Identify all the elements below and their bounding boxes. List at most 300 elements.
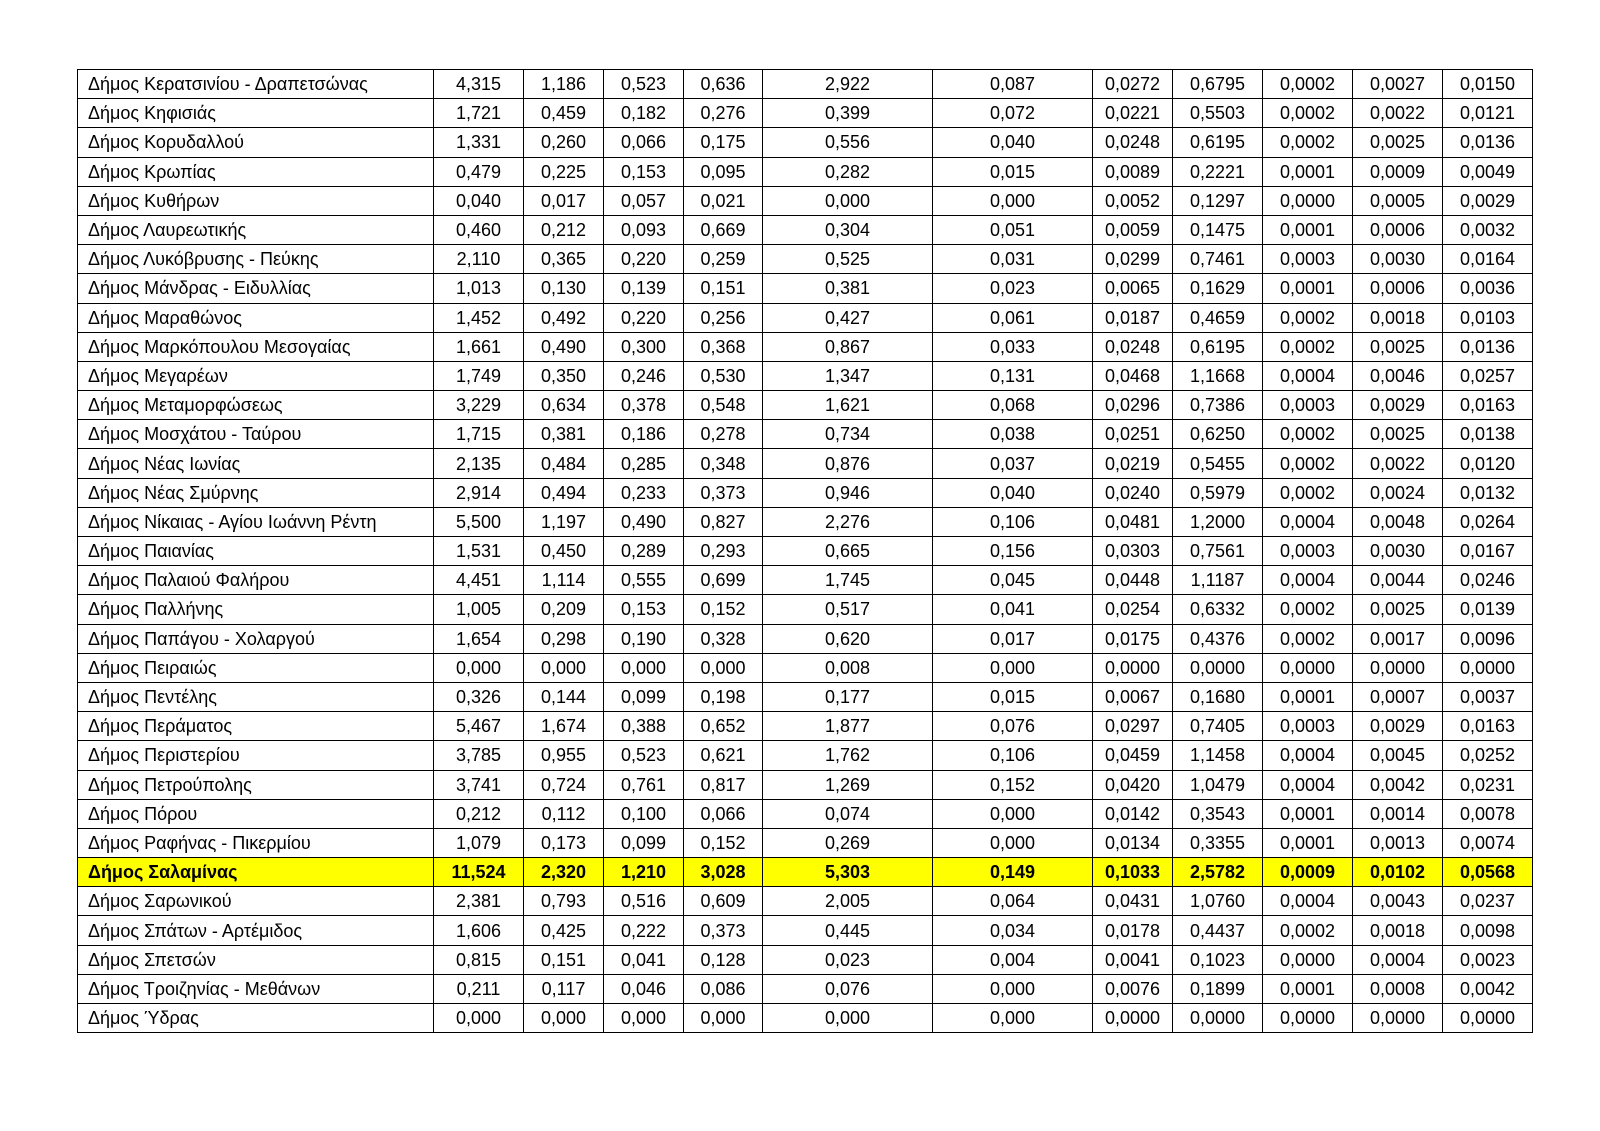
value-cell: 0,117 xyxy=(524,974,604,1003)
value-cell: 0,4659 xyxy=(1173,303,1263,332)
value-cell: 0,0481 xyxy=(1093,507,1173,536)
value-cell: 0,0022 xyxy=(1353,99,1443,128)
value-cell: 0,0000 xyxy=(1353,1004,1443,1033)
value-cell: 0,0004 xyxy=(1263,741,1353,770)
value-cell: 0,000 xyxy=(933,1004,1093,1033)
value-cell: 0,5979 xyxy=(1173,478,1263,507)
municipality-name-cell: Δήμος Μάνδρας - Ειδυλλίας xyxy=(78,274,434,303)
value-cell: 0,867 xyxy=(763,332,933,361)
value-cell: 0,0000 xyxy=(1263,945,1353,974)
value-cell: 0,0120 xyxy=(1443,449,1533,478)
value-cell: 0,0042 xyxy=(1443,974,1533,1003)
value-cell: 0,0098 xyxy=(1443,916,1533,945)
value-cell: 0,149 xyxy=(933,858,1093,887)
value-cell: 0,0025 xyxy=(1353,595,1443,624)
value-cell: 0,1899 xyxy=(1173,974,1263,1003)
value-cell: 0,0303 xyxy=(1093,537,1173,566)
value-cell: 2,922 xyxy=(763,70,933,99)
value-cell: 0,724 xyxy=(524,770,604,799)
value-cell: 0,246 xyxy=(604,361,684,390)
value-cell: 2,5782 xyxy=(1173,858,1263,887)
value-cell: 0,0163 xyxy=(1443,712,1533,741)
municipality-name-cell: Δήμος Σπάτων - Αρτέμιδος xyxy=(78,916,434,945)
value-cell: 0,220 xyxy=(604,303,684,332)
value-cell: 0,0459 xyxy=(1093,741,1173,770)
value-cell: 0,0045 xyxy=(1353,741,1443,770)
value-cell: 3,028 xyxy=(684,858,763,887)
value-cell: 0,152 xyxy=(933,770,1093,799)
municipality-name-cell: Δήμος Πόρου xyxy=(78,799,434,828)
value-cell: 0,636 xyxy=(684,70,763,99)
municipality-name-cell: Δήμος Μοσχάτου - Ταύρου xyxy=(78,420,434,449)
value-cell: 0,041 xyxy=(604,945,684,974)
value-cell: 2,276 xyxy=(763,507,933,536)
value-cell: 0,3355 xyxy=(1173,828,1263,857)
municipality-name-cell: Δήμος Νίκαιας - Αγίου Ιωάννη Ρέντη xyxy=(78,507,434,536)
value-cell: 0,278 xyxy=(684,420,763,449)
value-cell: 0,378 xyxy=(604,391,684,420)
value-cell: 0,0468 xyxy=(1093,361,1173,390)
table-row xyxy=(78,770,1533,799)
value-cell: 0,0044 xyxy=(1353,566,1443,595)
table-row xyxy=(78,303,1533,332)
value-cell: 0,0025 xyxy=(1353,332,1443,361)
value-cell: 0,175 xyxy=(684,128,763,157)
table-row xyxy=(78,245,1533,274)
value-cell: 0,0027 xyxy=(1353,70,1443,99)
value-cell: 0,0006 xyxy=(1353,215,1443,244)
value-cell: 0,068 xyxy=(933,391,1093,420)
value-cell: 0,0029 xyxy=(1353,391,1443,420)
municipality-name-cell: Δήμος Παπάγου - Χολαργού xyxy=(78,624,434,653)
value-cell: 0,0001 xyxy=(1263,157,1353,186)
value-cell: 0,955 xyxy=(524,741,604,770)
value-cell: 0,106 xyxy=(933,741,1093,770)
municipality-name-cell: Δήμος Κορυδαλλού xyxy=(78,128,434,157)
value-cell: 0,015 xyxy=(933,157,1093,186)
value-cell: 0,6795 xyxy=(1173,70,1263,99)
table-row xyxy=(78,916,1533,945)
value-cell: 0,045 xyxy=(933,566,1093,595)
value-cell: 0,222 xyxy=(604,916,684,945)
value-cell: 0,0000 xyxy=(1443,1004,1533,1033)
value-cell: 0,0048 xyxy=(1353,507,1443,536)
value-cell: 0,0136 xyxy=(1443,128,1533,157)
municipality-name-cell: Δήμος Κηφισιάς xyxy=(78,99,434,128)
value-cell: 0,479 xyxy=(434,157,524,186)
value-cell: 0,7405 xyxy=(1173,712,1263,741)
value-cell: 0,0000 xyxy=(1263,186,1353,215)
value-cell: 0,298 xyxy=(524,624,604,653)
value-cell: 0,492 xyxy=(524,303,604,332)
value-cell: 0,350 xyxy=(524,361,604,390)
table-row xyxy=(78,478,1533,507)
value-cell: 0,0001 xyxy=(1263,799,1353,828)
value-cell: 0,827 xyxy=(684,507,763,536)
table-row xyxy=(78,70,1533,99)
value-cell: 0,099 xyxy=(604,828,684,857)
value-cell: 1,762 xyxy=(763,741,933,770)
value-cell: 1,2000 xyxy=(1173,507,1263,536)
value-cell: 0,037 xyxy=(933,449,1093,478)
table-row xyxy=(78,420,1533,449)
value-cell: 0,0231 xyxy=(1443,770,1533,799)
value-cell: 0,0037 xyxy=(1443,682,1533,711)
value-cell: 0,0025 xyxy=(1353,420,1443,449)
value-cell: 0,0251 xyxy=(1093,420,1173,449)
value-cell: 1,531 xyxy=(434,537,524,566)
value-cell: 1,877 xyxy=(763,712,933,741)
value-cell: 0,0003 xyxy=(1263,712,1353,741)
value-cell: 1,715 xyxy=(434,420,524,449)
value-cell: 0,516 xyxy=(604,887,684,916)
value-cell: 0,0000 xyxy=(1353,653,1443,682)
value-cell: 0,548 xyxy=(684,391,763,420)
value-cell: 0,211 xyxy=(434,974,524,1003)
value-cell: 1,749 xyxy=(434,361,524,390)
value-cell: 1,005 xyxy=(434,595,524,624)
value-cell: 3,229 xyxy=(434,391,524,420)
value-cell: 0,0002 xyxy=(1263,70,1353,99)
value-cell: 0,093 xyxy=(604,215,684,244)
table-row xyxy=(78,332,1533,361)
value-cell: 0,0252 xyxy=(1443,741,1533,770)
value-cell: 0,620 xyxy=(763,624,933,653)
value-cell: 0,0138 xyxy=(1443,420,1533,449)
value-cell: 0,285 xyxy=(604,449,684,478)
value-cell: 0,000 xyxy=(933,828,1093,857)
value-cell: 0,484 xyxy=(524,449,604,478)
value-cell: 0,034 xyxy=(933,916,1093,945)
value-cell: 0,817 xyxy=(684,770,763,799)
value-cell: 5,303 xyxy=(763,858,933,887)
value-cell: 0,000 xyxy=(524,1004,604,1033)
value-cell: 0,0163 xyxy=(1443,391,1533,420)
value-cell: 0,0009 xyxy=(1263,858,1353,887)
value-cell: 0,0017 xyxy=(1353,624,1443,653)
value-cell: 0,0007 xyxy=(1353,682,1443,711)
data-sheet xyxy=(77,69,1533,1033)
value-cell: 0,0150 xyxy=(1443,70,1533,99)
value-cell: 0,151 xyxy=(684,274,763,303)
value-cell: 0,0142 xyxy=(1093,799,1173,828)
value-cell: 0,0167 xyxy=(1443,537,1533,566)
value-cell: 0,0240 xyxy=(1093,478,1173,507)
table-body xyxy=(78,70,1533,1033)
value-cell: 0,023 xyxy=(763,945,933,974)
value-cell: 0,0002 xyxy=(1263,128,1353,157)
value-cell: 0,7561 xyxy=(1173,537,1263,566)
value-cell: 0,6195 xyxy=(1173,332,1263,361)
value-cell: 1,0760 xyxy=(1173,887,1263,916)
value-cell: 0,008 xyxy=(763,653,933,682)
value-cell: 0,0022 xyxy=(1353,449,1443,478)
value-cell: 0,5455 xyxy=(1173,449,1263,478)
value-cell: 1,269 xyxy=(763,770,933,799)
value-cell: 0,368 xyxy=(684,332,763,361)
value-cell: 1,452 xyxy=(434,303,524,332)
value-cell: 0,0004 xyxy=(1263,566,1353,595)
value-cell: 0,023 xyxy=(933,274,1093,303)
value-cell: 0,0004 xyxy=(1263,507,1353,536)
table-row xyxy=(78,449,1533,478)
value-cell: 0,517 xyxy=(763,595,933,624)
table-row xyxy=(78,828,1533,857)
value-cell: 0,669 xyxy=(684,215,763,244)
value-cell: 0,0121 xyxy=(1443,99,1533,128)
value-cell: 0,000 xyxy=(684,1004,763,1033)
value-cell: 0,6332 xyxy=(1173,595,1263,624)
value-cell: 0,1475 xyxy=(1173,215,1263,244)
table-row xyxy=(78,682,1533,711)
value-cell: 0,000 xyxy=(434,653,524,682)
value-cell: 0,182 xyxy=(604,99,684,128)
value-cell: 0,0023 xyxy=(1443,945,1533,974)
value-cell: 0,0002 xyxy=(1263,99,1353,128)
value-cell: 0,0004 xyxy=(1353,945,1443,974)
value-cell: 0,793 xyxy=(524,887,604,916)
value-cell: 0,0029 xyxy=(1353,712,1443,741)
value-cell: 0,0096 xyxy=(1443,624,1533,653)
value-cell: 1,347 xyxy=(763,361,933,390)
value-cell: 0,300 xyxy=(604,332,684,361)
value-cell: 1,0479 xyxy=(1173,770,1263,799)
value-cell: 0,0248 xyxy=(1093,332,1173,361)
table-row xyxy=(78,653,1533,682)
value-cell: 0,0136 xyxy=(1443,332,1533,361)
value-cell: 0,525 xyxy=(763,245,933,274)
table-row xyxy=(78,741,1533,770)
table-row xyxy=(78,274,1533,303)
value-cell: 0,0013 xyxy=(1353,828,1443,857)
value-cell: 0,066 xyxy=(684,799,763,828)
municipality-name-cell: Δήμος Παιανίας xyxy=(78,537,434,566)
value-cell: 0,269 xyxy=(763,828,933,857)
value-cell: 2,005 xyxy=(763,887,933,916)
value-cell: 4,451 xyxy=(434,566,524,595)
value-cell: 0,000 xyxy=(604,653,684,682)
value-cell: 0,425 xyxy=(524,916,604,945)
value-cell: 0,0018 xyxy=(1353,303,1443,332)
value-cell: 0,0004 xyxy=(1263,361,1353,390)
value-cell: 0,0046 xyxy=(1353,361,1443,390)
value-cell: 0,0002 xyxy=(1263,420,1353,449)
value-cell: 0,0164 xyxy=(1443,245,1533,274)
value-cell: 5,467 xyxy=(434,712,524,741)
value-cell: 1,013 xyxy=(434,274,524,303)
value-cell: 0,256 xyxy=(684,303,763,332)
municipality-name-cell: Δήμος Σπετσών xyxy=(78,945,434,974)
value-cell: 0,0042 xyxy=(1353,770,1443,799)
value-cell: 0,0102 xyxy=(1353,858,1443,887)
municipality-name-cell: Δήμος Κρωπίας xyxy=(78,157,434,186)
value-cell: 0,490 xyxy=(604,507,684,536)
value-cell: 0,0175 xyxy=(1093,624,1173,653)
value-cell: 0,112 xyxy=(524,799,604,828)
value-cell: 0,7386 xyxy=(1173,391,1263,420)
value-cell: 0,086 xyxy=(684,974,763,1003)
table-row xyxy=(78,128,1533,157)
value-cell: 0,0001 xyxy=(1263,828,1353,857)
value-cell: 0,000 xyxy=(933,974,1093,1003)
value-cell: 0,0264 xyxy=(1443,507,1533,536)
value-cell: 0,348 xyxy=(684,449,763,478)
municipality-name-cell: Δήμος Λυκόβρυσης - Πεύκης xyxy=(78,245,434,274)
value-cell: 0,373 xyxy=(684,916,763,945)
value-cell: 0,0296 xyxy=(1093,391,1173,420)
value-cell: 2,381 xyxy=(434,887,524,916)
value-cell: 0,0002 xyxy=(1263,595,1353,624)
table-row xyxy=(78,186,1533,215)
value-cell: 0,6195 xyxy=(1173,128,1263,157)
value-cell: 0,0187 xyxy=(1093,303,1173,332)
value-cell: 0,0002 xyxy=(1263,478,1353,507)
value-cell: 0,152 xyxy=(684,828,763,857)
value-cell: 0,0237 xyxy=(1443,887,1533,916)
value-cell: 0,220 xyxy=(604,245,684,274)
value-cell: 0,4376 xyxy=(1173,624,1263,653)
municipality-name-cell: Δήμος Πετρούπολης xyxy=(78,770,434,799)
value-cell: 0,100 xyxy=(604,799,684,828)
value-cell: 1,331 xyxy=(434,128,524,157)
value-cell: 0,0420 xyxy=(1093,770,1173,799)
value-cell: 0,490 xyxy=(524,332,604,361)
value-cell: 0,0030 xyxy=(1353,245,1443,274)
value-cell: 0,523 xyxy=(604,741,684,770)
value-cell: 0,099 xyxy=(604,682,684,711)
value-cell: 0,0008 xyxy=(1353,974,1443,1003)
table-row xyxy=(78,157,1533,186)
municipality-name-cell: Δήμος Σαρωνικού xyxy=(78,887,434,916)
value-cell: 0,609 xyxy=(684,887,763,916)
value-cell: 0,326 xyxy=(434,682,524,711)
value-cell: 0,0219 xyxy=(1093,449,1173,478)
municipality-name-cell: Δήμος Σαλαμίνας xyxy=(78,858,434,887)
value-cell: 0,139 xyxy=(604,274,684,303)
value-cell: 0,0036 xyxy=(1443,274,1533,303)
value-cell: 0,665 xyxy=(763,537,933,566)
value-cell: 0,198 xyxy=(684,682,763,711)
value-cell: 0,0002 xyxy=(1263,449,1353,478)
value-cell: 0,0030 xyxy=(1353,537,1443,566)
value-cell: 0,233 xyxy=(604,478,684,507)
value-cell: 0,000 xyxy=(684,653,763,682)
value-cell: 0,095 xyxy=(684,157,763,186)
table-row xyxy=(78,624,1533,653)
value-cell: 1,654 xyxy=(434,624,524,653)
value-cell: 0,156 xyxy=(933,537,1093,566)
value-cell: 0,2221 xyxy=(1173,157,1263,186)
value-cell: 0,153 xyxy=(604,157,684,186)
value-cell: 0,523 xyxy=(604,70,684,99)
value-cell: 4,315 xyxy=(434,70,524,99)
value-cell: 0,106 xyxy=(933,507,1093,536)
municipality-name-cell: Δήμος Μεταμορφώσεως xyxy=(78,391,434,420)
value-cell: 0,0002 xyxy=(1263,332,1353,361)
table-row xyxy=(78,566,1533,595)
value-cell: 0,0089 xyxy=(1093,157,1173,186)
value-cell: 0,6250 xyxy=(1173,420,1263,449)
value-cell: 0,212 xyxy=(434,799,524,828)
value-cell: 0,209 xyxy=(524,595,604,624)
value-cell: 0,051 xyxy=(933,215,1093,244)
value-cell: 0,0041 xyxy=(1093,945,1173,974)
value-cell: 0,1629 xyxy=(1173,274,1263,303)
municipality-name-cell: Δήμος Μαραθώνος xyxy=(78,303,434,332)
value-cell: 0,064 xyxy=(933,887,1093,916)
value-cell: 0,076 xyxy=(933,712,1093,741)
value-cell: 2,320 xyxy=(524,858,604,887)
value-cell: 0,399 xyxy=(763,99,933,128)
value-cell: 0,017 xyxy=(933,624,1093,653)
value-cell: 0,0078 xyxy=(1443,799,1533,828)
table-row xyxy=(78,712,1533,741)
value-cell: 0,0006 xyxy=(1353,274,1443,303)
value-cell: 11,524 xyxy=(434,858,524,887)
value-cell: 1,186 xyxy=(524,70,604,99)
value-cell: 0,530 xyxy=(684,361,763,390)
municipality-name-cell: Δήμος Παλαιού Φαλήρου xyxy=(78,566,434,595)
table-row xyxy=(78,537,1533,566)
value-cell: 3,741 xyxy=(434,770,524,799)
value-cell: 0,0024 xyxy=(1353,478,1443,507)
value-cell: 1,1187 xyxy=(1173,566,1263,595)
value-cell: 0,0052 xyxy=(1093,186,1173,215)
value-cell: 1,210 xyxy=(604,858,684,887)
value-cell: 0,0032 xyxy=(1443,215,1533,244)
value-cell: 0,0568 xyxy=(1443,858,1533,887)
value-cell: 0,494 xyxy=(524,478,604,507)
value-cell: 2,135 xyxy=(434,449,524,478)
value-cell: 0,000 xyxy=(933,799,1093,828)
value-cell: 0,365 xyxy=(524,245,604,274)
value-cell: 0,0003 xyxy=(1263,391,1353,420)
value-cell: 0,0001 xyxy=(1263,215,1353,244)
table-row xyxy=(78,1004,1533,1033)
value-cell: 0,0003 xyxy=(1263,537,1353,566)
table-row xyxy=(78,361,1533,390)
value-cell: 0,076 xyxy=(763,974,933,1003)
value-cell: 0,0001 xyxy=(1263,682,1353,711)
municipality-name-cell: Δήμος Πεντέλης xyxy=(78,682,434,711)
value-cell: 0,621 xyxy=(684,741,763,770)
municipality-name-cell: Δήμος Τροιζηνίας - Μεθάνων xyxy=(78,974,434,1003)
value-cell: 0,293 xyxy=(684,537,763,566)
value-cell: 2,110 xyxy=(434,245,524,274)
value-cell: 0,186 xyxy=(604,420,684,449)
value-cell: 0,282 xyxy=(763,157,933,186)
value-cell: 0,699 xyxy=(684,566,763,595)
value-cell: 0,0272 xyxy=(1093,70,1173,99)
value-cell: 0,328 xyxy=(684,624,763,653)
value-cell: 0,004 xyxy=(933,945,1093,974)
table-row xyxy=(78,945,1533,974)
value-cell: 0,876 xyxy=(763,449,933,478)
value-cell: 0,4437 xyxy=(1173,916,1263,945)
value-cell: 0,040 xyxy=(933,128,1093,157)
value-cell: 0,046 xyxy=(604,974,684,1003)
value-cell: 0,381 xyxy=(524,420,604,449)
value-cell: 0,031 xyxy=(933,245,1093,274)
value-cell: 0,0221 xyxy=(1093,99,1173,128)
value-cell: 0,0132 xyxy=(1443,478,1533,507)
value-cell: 0,388 xyxy=(604,712,684,741)
value-cell: 0,0000 xyxy=(1093,1004,1173,1033)
value-cell: 0,459 xyxy=(524,99,604,128)
value-cell: 0,000 xyxy=(763,1004,933,1033)
municipality-name-cell: Δήμος Περάματος xyxy=(78,712,434,741)
value-cell: 0,000 xyxy=(434,1004,524,1033)
